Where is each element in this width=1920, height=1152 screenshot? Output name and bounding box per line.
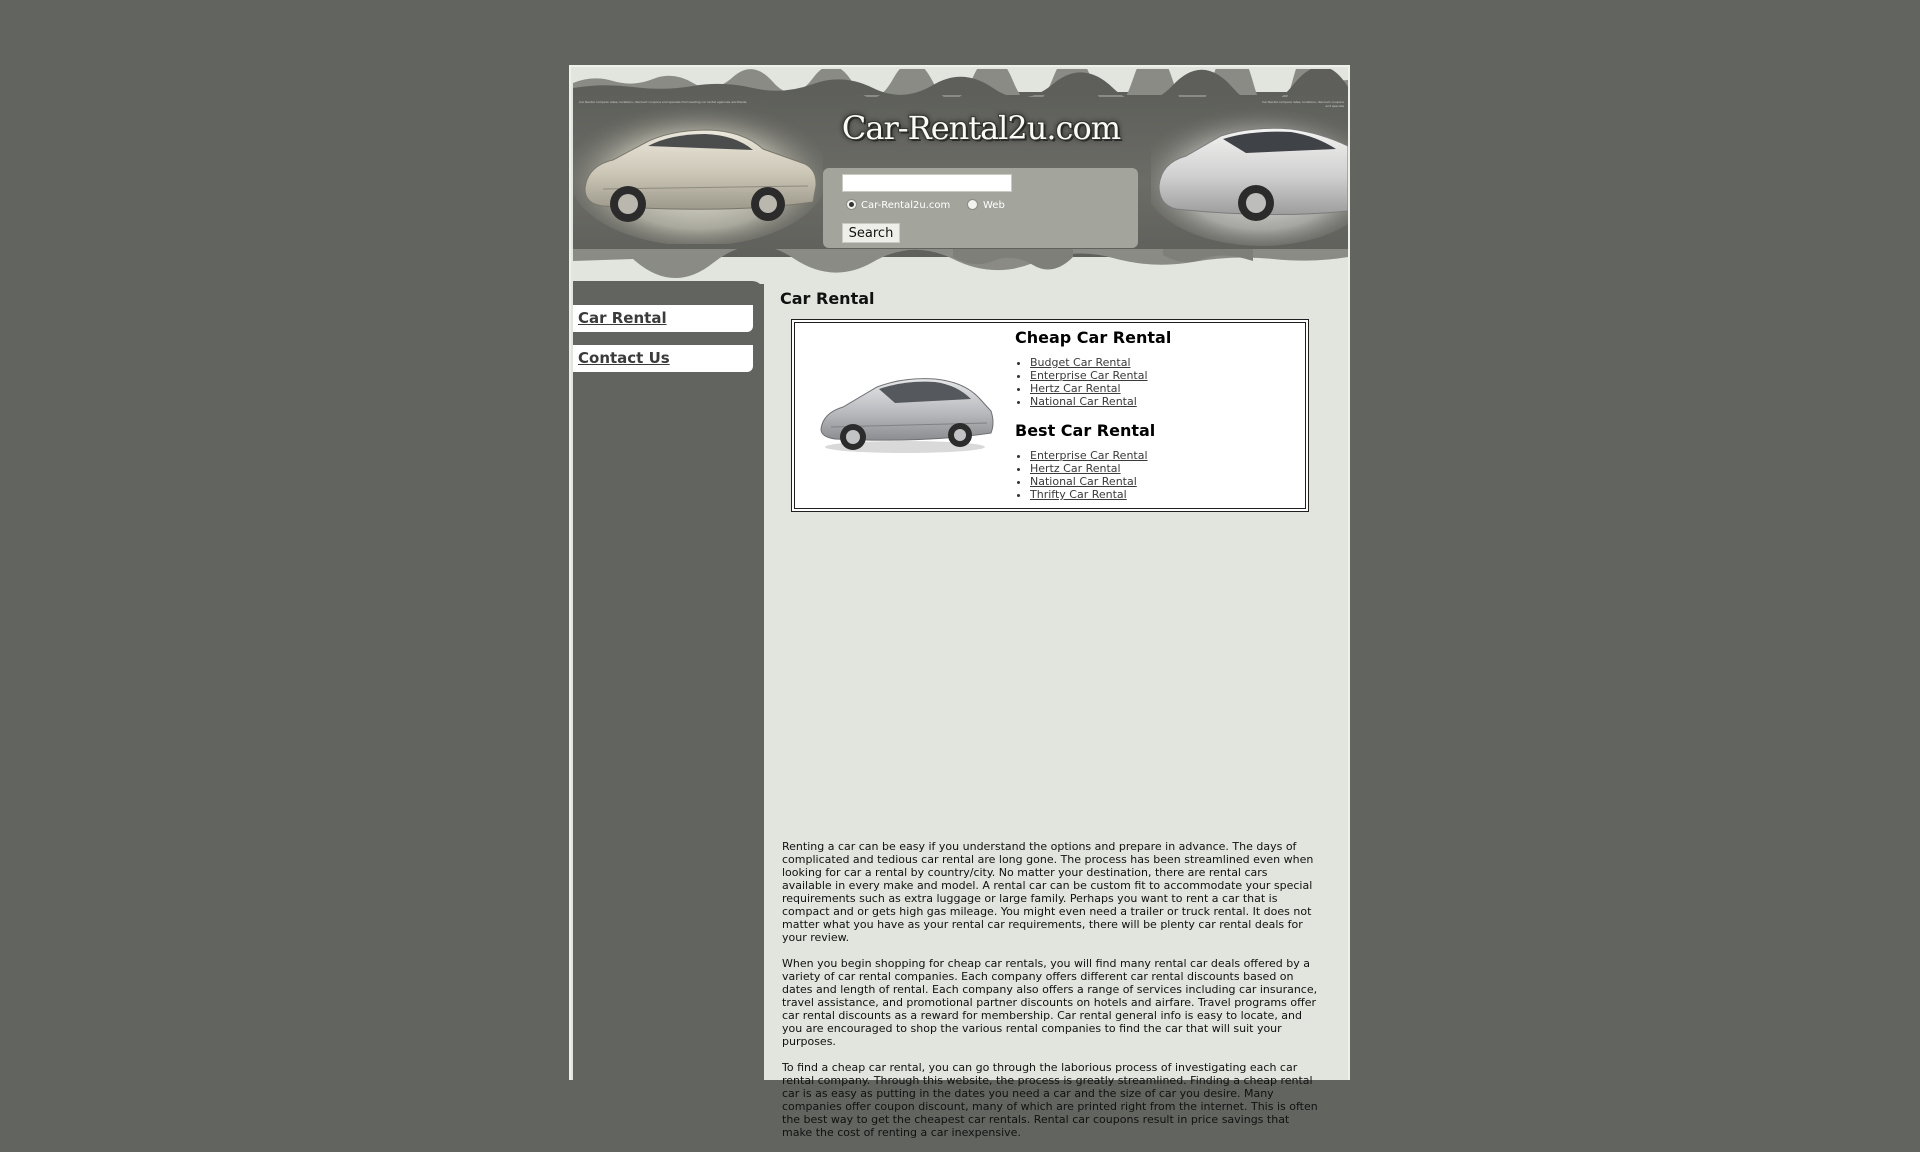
link-national-car-rental[interactable]: National Car Rental <box>1030 475 1137 488</box>
radio-site-label: Car-Rental2u.com <box>861 200 951 211</box>
link-budget-car-rental[interactable]: Budget Car Rental <box>1030 356 1131 369</box>
site-header <box>573 69 1348 279</box>
list-item <box>1030 475 1148 488</box>
car-image-right <box>1151 101 1348 246</box>
radio-web-search[interactable] <box>967 199 978 210</box>
sidebar-item-contact-us[interactable] <box>573 345 753 372</box>
link-enterprise-car-rental[interactable]: Enterprise Car Rental <box>1030 369 1148 382</box>
link-hertz-car-rental[interactable]: Hertz Car Rental <box>1030 382 1121 395</box>
sidebar-item-car-rental[interactable] <box>573 305 753 332</box>
cheap-car-rental-heading: Cheap Car Rental <box>1015 328 1172 347</box>
feature-box <box>791 319 1309 512</box>
link-national-car-rental[interactable]: National Car Rental <box>1030 395 1137 408</box>
feature-car-image <box>815 367 995 457</box>
link-thrifty-car-rental[interactable]: Thrifty Car Rental <box>1030 488 1127 501</box>
main-content <box>764 281 1350 1139</box>
sidebar-link-car-rental[interactable]: Car Rental <box>578 309 667 327</box>
list-item <box>1030 395 1148 408</box>
article-paragraph: To find a cheap car rental, you can go through the laborious process of investigating each car rental company. Through this website, the process is greatly streamlined. Finding a cheap rental car is as easy as putting in the dates you need a car and the size of car you desire. Many companies offer coupon discount, many of which are printed right from the internet. This is often the best way to get the cheapest car rentals. Rental car coupons result in price savings that make the cost of renting a car inexpensive. <box>782 1061 1318 1139</box>
header-tiny-text-left: Car Rental compare rates, locations, discount coupons and specials from leading car rental agencies worldwide <box>579 100 747 104</box>
best-car-rental-list <box>1015 449 1148 501</box>
sidebar-header <box>573 281 764 304</box>
car-image-left <box>573 94 823 244</box>
page-container <box>569 65 1350 1139</box>
list-item <box>1030 462 1148 475</box>
site-logo[interactable]: Car-Rental2u.com <box>841 109 1121 147</box>
search-button[interactable]: Search <box>842 223 900 243</box>
header-tiny-text-right: Car Rental compare rates, locations, discount coupons and specials <box>1262 100 1344 108</box>
search-input[interactable] <box>842 174 1012 192</box>
link-enterprise-car-rental[interactable]: Enterprise Car Rental <box>1030 449 1148 462</box>
page-title: Car Rental <box>780 289 875 308</box>
list-item <box>1030 488 1148 501</box>
radio-web-label: Web <box>983 200 1005 211</box>
header-grunge-bottom <box>573 249 1348 279</box>
article-paragraph: Renting a car can be easy if you understand the options and prepare in advance. The days of complicated and tedious car rental are long gone. The process has been streamlined even when looking for car a rental by country/city. No matter your destination, there are rental cars available in every make and model. A rental car can be custom fit to accommodate your special requirements such as extra luggage or large family. Perhaps you want to rent a car that is compact and or gets high gas mileage. You might even need a trailer or truck rental. It does not matter what you have as your rental car requirements, there will be plenty car rental deals for your review. <box>782 840 1314 944</box>
list-item <box>1030 449 1148 462</box>
list-item <box>1030 369 1148 382</box>
search-box <box>823 168 1138 248</box>
best-car-rental-heading: Best Car Rental <box>1015 421 1156 440</box>
article-body <box>782 840 1318 1152</box>
cheap-car-rental-list <box>1015 356 1148 408</box>
article-paragraph: When you begin shopping for cheap car rentals, you will find many rental car deals offered by a variety of car rental companies. Each company offers different car rental discounts based on dates and length of rental. Each company also offers a range of services including car insurance, travel assistance, and promotional partner discounts on hotels and airfare. Travel programs offer car rental discounts as a reward for membership. Car rental general info is easy to locate, and you are encouraged to shop the various rental companies to find the car that will suit your purposes. <box>782 957 1318 1048</box>
link-hertz-car-rental[interactable]: Hertz Car Rental <box>1030 462 1121 475</box>
header-grunge-top <box>573 69 1348 97</box>
radio-site-search[interactable] <box>846 199 857 210</box>
sidebar <box>573 281 764 1082</box>
list-item <box>1030 356 1148 369</box>
list-item <box>1030 382 1148 395</box>
sidebar-link-contact-us[interactable]: Contact Us <box>578 349 670 367</box>
